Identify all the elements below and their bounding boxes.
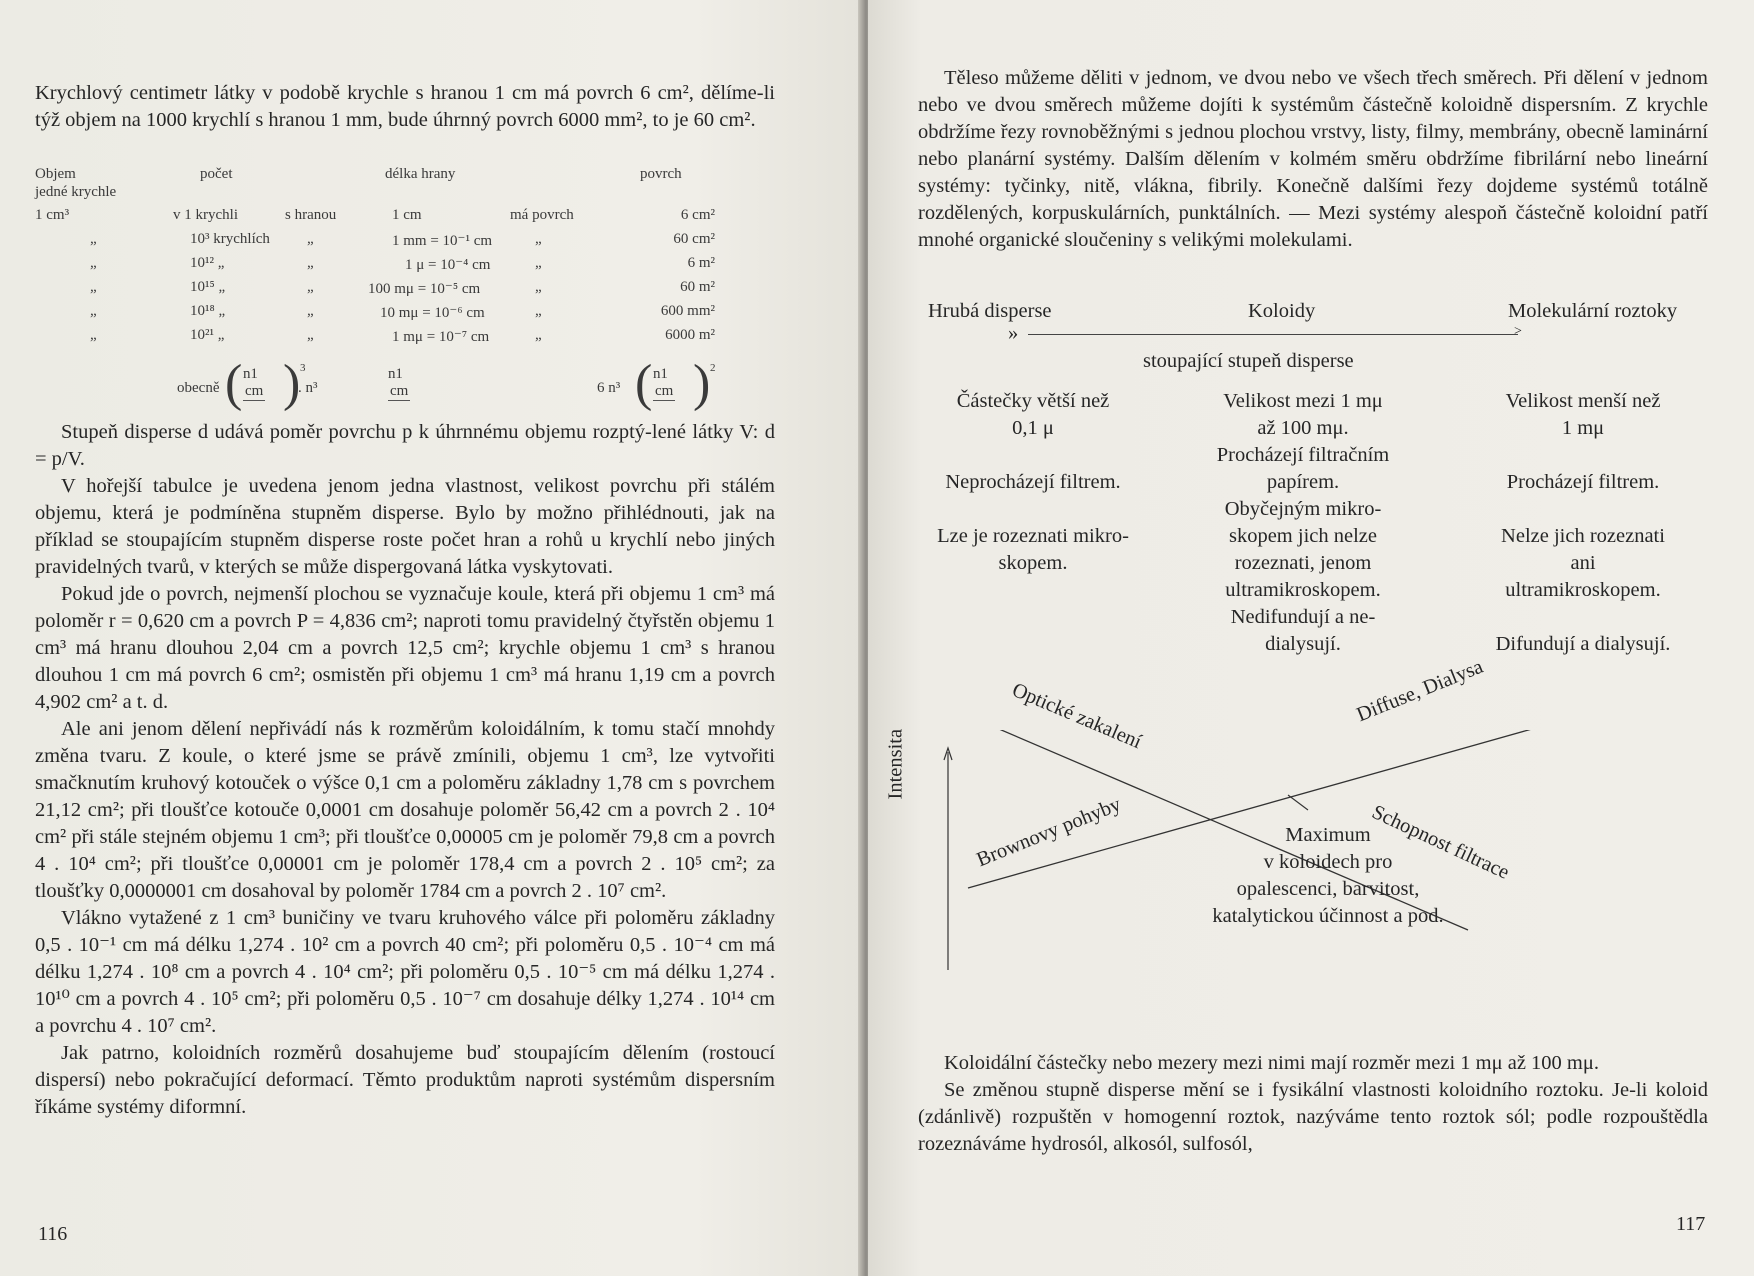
y-axis-label: Intensita [884,728,907,800]
paragraph: V hořejší tabulce je uvedena jenom jedna vlastnost, velikost povrchu při stálém objemu, která je podmíněna stupněm disperse. Bylo by možno přihlédnouti, jak na příklad se stoupajícím stupněm disperse roste počet hran a rohů u krychlí nebo jiných pravidelných tvarů, v kterých se může dispergovaná látka vyskytovati. [35,475,775,578]
table-cell: 1 mμ = 10⁻⁷ cm [392,329,490,345]
table-cell: 10¹⁸ „ [190,303,226,319]
table-row [35,255,775,279]
table-cell: 10¹² „ [190,255,225,271]
paren-open: ( [225,355,243,412]
cell: Velikost menší než [1505,390,1661,412]
note-line: katalytickou účinnost a pod. [1212,905,1444,927]
page-number-left: 116 [38,1223,68,1245]
table-cell: „ [307,327,314,343]
table-cell: 1 cm [392,207,422,223]
paragraph: Těleso můžeme děliti v jednom, ve dvou nebo ve všech třech směrech. Při dělení v jednom nebo ve dvou směrech můžeme dojíti k systémům částečně koloidně dispersním. Z krychle obdržíme řezy rovnoběžnými s jednou plochou vrstvy, listy, filmy, membrány, obecně laminární nebo planární systémy. Dalším dělením v kolmém směru obdržíme fibrilární nebo lineární systémy: tyčinky, nitě, vlákna, fibrily. Konečně dalšími řezy dojdeme systémů totálně rozdělených, korpuskulárních, punktálních. — Mezi systémy alespoň částečně koloidní patří mnohé organické sloučeniny s velikými molekulami. [918,67,1708,251]
table-cell: „ [535,231,542,247]
table-cell: 100 mμ = 10⁻⁵ cm [368,281,481,297]
property-diagram [884,655,1708,1050]
cell: 0,1 μ [1012,417,1054,439]
cell: ultramikroskopem. [1505,579,1661,601]
scale-molecular: Molekulární roztoky [1508,300,1678,322]
scale-arrow-line [1028,334,1518,335]
column-colloid [1158,388,1448,658]
cell: ani [1570,552,1596,574]
table-row [35,279,775,303]
cell: papírem. [1266,471,1340,493]
fraction-numerator: 1 cm [655,366,674,399]
paren-open: ( [635,355,653,412]
cell: skopem. [998,552,1068,574]
paragraph: Ale ani jenom dělení nepřivádí nás k rozměrům koloidálním, k tomu stačí mnohdy změna tvaru. Z koule, o které jsme se právě zmínili, objemu 1 cm³, lze vytvořiti smačknutím kruhový kotouček o výšce 0,1 cm a poloměru základny 1,78 cm s povrchem 21,12 cm²; při tloušťce kotouče 0,0001 cm dosahuje poloměr 56,42 cm a povrch 2 . 10⁴ cm² při stále stejném objemu 1 cm³; při tloušťce 0,00005 cm je poloměr 79,8 cm a povrch 4 . 10⁴ cm²; při tloušťce 0,00001 cm je poloměr 178,4 cm a povrch 2 . 10⁵ cm²; za tloušťky 0,0000001 cm dosahoval by poloměr 1784 cm a povrch 2 . 10⁷ cm². [35,718,775,902]
fraction-denominator: n [388,366,396,382]
cell [918,496,1148,523]
label-optical-turbidity: Optické zakalení [1008,678,1145,754]
table-cell: „ [535,327,542,343]
table-cell: 600 mm² [660,303,715,319]
fraction-denominator: n [243,366,251,382]
general-times: . n³ [298,380,318,396]
arrow-head-icon: > [1514,324,1522,339]
cell: Obyčejným mikro- [1224,498,1382,520]
left-intro-paragraph: Krychlový centimetr látky v podobě krychle s hranou 1 cm má povrch 6 cm², dělíme-li týž objem na 1000 krychlí s hranou 1 mm, bude úhrnný povrch 6000 mm², to je 60 cm². [35,82,775,131]
arrow-start: » [1008,322,1019,344]
right-intro-paragraph [918,65,1708,254]
cell: dialysují. [1265,633,1341,655]
fraction-numerator: 1 cm [390,366,409,399]
table-cell: „ [90,327,97,343]
paragraph: Pokud jde o povrch, nejmenší plochou se vyznačuje koule, která při objemu 1 cm³ má poloměr r = 0,620 cm a povrch P = 4,836 cm²; naproti tomu pravidelný čtyřstěn objemu 1 cm³ má hranu dlouhou 2,04 cm a povrch 12,5 cm²; krychle objemu 1 cm³ s hranou dlouhou 1 cm má povrch 6 cm²; osmistěn při objemu 1 cm³ má hranu 1,19 cm a povrch 4,902 cm² a t. d. [35,583,775,713]
paragraph: Jak patrno, koloidních rozměrů dosahujeme buď stoupajícím dělením (rostoucí dispersí) nebo pokračující deformací. Těmto produktům naproti systémům dispersním říkáme systémy diformní. [35,1042,775,1118]
cell: ultramikroskopem. [1225,579,1381,601]
table-row [35,207,775,231]
cell [1458,442,1708,469]
cell [918,442,1148,469]
table-cell: „ [90,303,97,319]
exponent: 3 [300,362,306,374]
table-cell: „ [307,279,314,295]
maximum-note [1148,822,1508,930]
table-cell: „ [90,279,97,295]
table-cell: v 1 krychli [173,207,238,223]
general-formula-row [35,355,775,422]
table-cell: 1 mm = 10⁻¹ cm [392,233,493,249]
cell: Lze je rozeznati mikro- [937,525,1129,547]
table-cell: „ [90,231,97,247]
note-line: opalescenci, barvitost, [1236,878,1420,900]
table-cell: má povrch [510,207,574,223]
cell: Velikost mezi 1 mμ [1223,390,1383,412]
cell: Neprocházejí filtrem. [945,471,1121,493]
column-coarse [918,388,1148,577]
table-header-volume-2: jedné krychle [35,184,117,200]
table-row [35,231,775,255]
table-cell: 6 cm² [680,207,715,223]
cell [1458,604,1708,631]
paragraph: Vlákno vytažené z 1 cm³ buničiny ve tvaru kruhového válce při poloměru základny 0,5 . 10⁻¹ cm má délku 1,274 . 10² cm a povrch 40 cm²; při poloměru 0,5 . 10⁻⁴ cm má délku 1,274 . 10⁸ cm a povrch 4 . 10⁴ cm²; při poloměru 0,5 . 10⁻⁵ cm má délku 1,274 . 10¹⁰ cm a povrch 4 . 10⁵ cm²; při poloměru 0,5 . 10⁻⁷ cm dosahuje délky 1,274 . 10¹⁴ cm a povrchu 4 . 10⁷ cm². [35,907,775,1037]
paragraph: Stupeň disperse d udává poměr povrchu p k úhrnnému objemu rozptý-lené látky V: d = p/V. [35,421,775,470]
cell: 1 mμ [1561,417,1605,439]
surface-prefix: 6 n³ [597,380,621,396]
table-row [35,303,775,327]
table-cell: „ [535,279,542,295]
scale-caption: stoupající stupeň disperse [1143,350,1354,372]
table-header-surface: povrch [640,166,682,182]
scale-coarse: Hrubá disperse [928,300,1052,322]
table-row [35,327,775,351]
table-cell: 10²¹ „ [190,327,225,343]
label-brownian-motion: Brownovy pohyby [973,793,1124,872]
cell: Nedifundují a ne- [1230,606,1376,628]
table-cell: 60 m² [680,279,715,295]
general-label: obecně [177,380,220,396]
right-body-text [918,1050,1708,1158]
cell: až 100 mμ. [1257,417,1349,439]
left-page [0,0,865,1276]
table-cell: 10 mμ = 10⁻⁶ cm [380,305,485,321]
note-line: Maximum [1285,824,1371,846]
table-cell: „ [535,303,542,319]
tick-line [1288,795,1308,810]
left-body-text [35,419,775,1121]
paren-close: ) [283,355,301,412]
table-cell: 60 cm² [673,231,715,247]
cell: rozeznati, jenom [1234,552,1372,574]
table-cell: „ [307,231,314,247]
dispersion-scale [918,300,1708,380]
paragraph: Se změnou stupně disperse mění se i fysikální vlastnosti koloidního roztoku. Je-li koloid (zdánlivě) rozpuštěn v homogenní roztok, nazýváme tento roztok sól; podle rozpouštědla rozeznáváme hydrosól, alkosól, sulfosól, [918,1079,1708,1155]
cell: Nelze jich rozeznati [1501,525,1665,547]
note-line: v koloidech pro [1263,851,1393,873]
exponent: 2 [710,362,716,374]
table-header-volume: Objem [35,166,76,182]
paragraph: Koloidální částečky nebo mezery mezi nimi mají rozměr mezi 1 mμ až 100 mμ. [944,1052,1599,1074]
page-number-right: 117 [1676,1213,1706,1235]
table-cell: 10¹⁵ „ [190,279,226,295]
cell: Částečky větší než [956,390,1110,412]
table-cell: „ [307,255,314,271]
column-molecular [1458,388,1708,658]
table-cell: 6 m² [687,255,715,271]
table-header-edge: délka hrany [385,166,456,182]
table-cell: „ [90,255,97,271]
label-filtration: Schopnost filtrace [1368,801,1513,884]
table-cell: „ [307,303,314,319]
cell: Difundují a dialysují. [1495,633,1671,655]
table-cell: s hranou [285,207,337,223]
cell: Procházejí filtračním [1216,444,1390,466]
scale-colloids: Koloidy [1248,300,1316,322]
cell [1458,496,1708,523]
label-diffusion-dialysis: Diffuse, Dialysa [1353,655,1487,727]
table-header-count: počet [200,166,233,182]
table-cell: 1 cm³ [35,207,70,223]
cell: Procházejí filtrem. [1506,471,1660,493]
right-page [868,0,1754,1276]
fraction-numerator: 1 cm [245,366,264,399]
table-cell: „ [535,255,542,271]
table-cell: 1 μ = 10⁻⁴ cm [405,257,491,273]
table-cell: 6000 m² [665,327,715,343]
cell: skopem jich nelze [1228,525,1377,547]
paren-close: ) [693,355,711,412]
table-cell: 10³ krychlích [190,231,270,247]
fraction-denominator: n [653,366,661,382]
